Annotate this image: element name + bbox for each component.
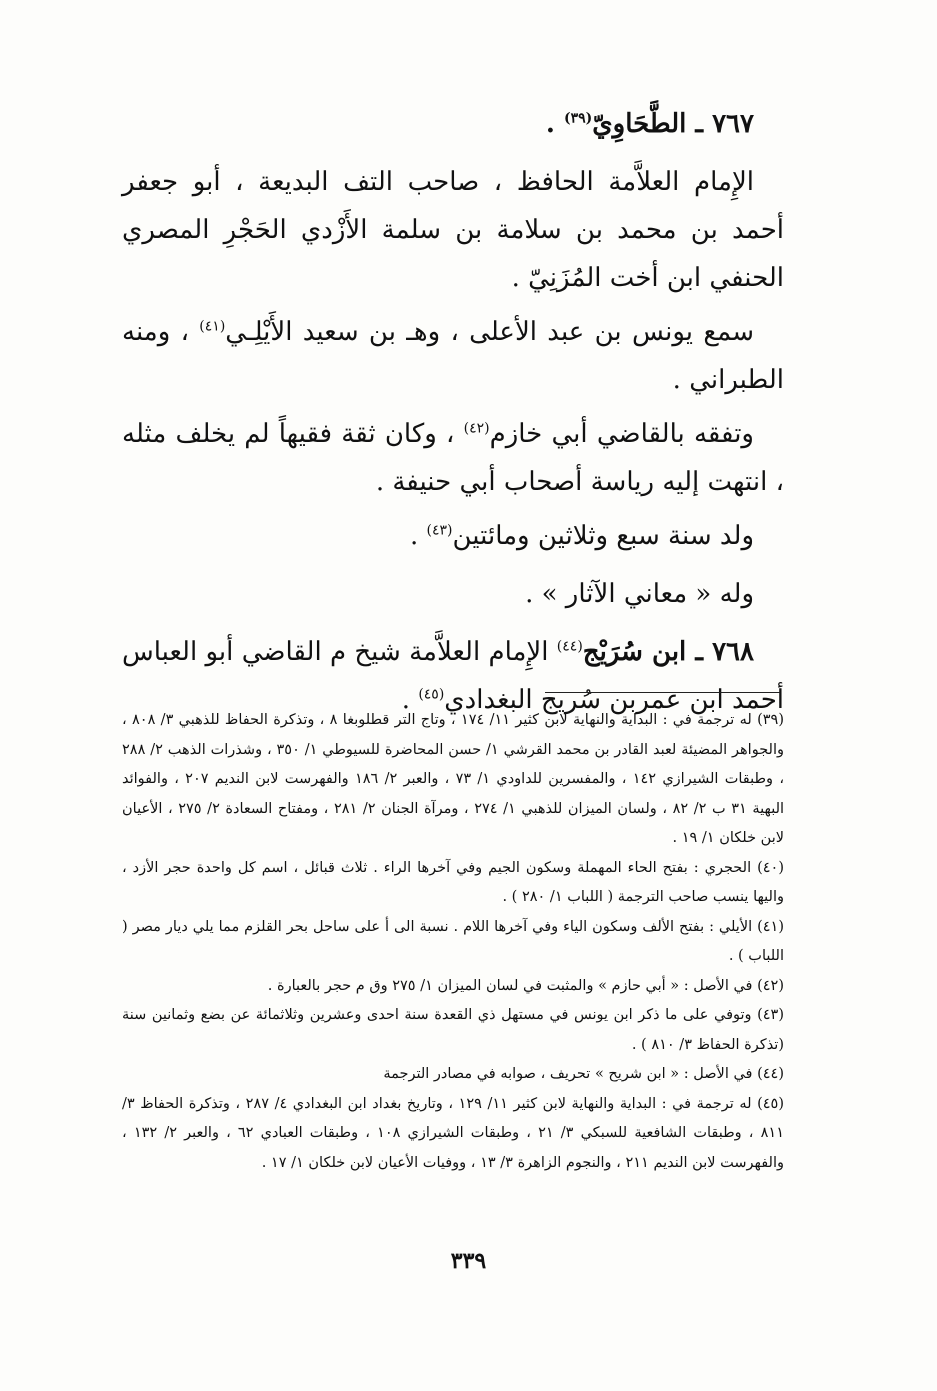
entry-767-para-3-b: ، وكان ثقة فقيهاً لم يخلف مثله ، انتهت إليه رياسة أصحاب أبي حنيفة . [122,419,784,497]
entry-767-para-1: الإِمام العلاَّمة الحافظ ، صاحب التف البديعة ، أبو جعفر أحمد بن محمد بن سلامة بن سلمة الأَزْدي الحَجْرِ المصري الحنفي ابن أخت المُزَنِيّ . [122,167,784,293]
entry-767-para-4 [122,512,784,560]
footnote-45: (٤٥) له ترجمة في : البداية والنهاية لابن كثير ١١/ ١٢٩ ، وتاريخ بغداد ابن البغدادي ٤/ ٢٨٧ ، وتذكرة الحفاظ ٣/ ٨١١ ، وطبقات الشافعية للسبكي ٣/ ٢١ ، وطبقات الشيرازي ١٠٨ ، وطبقات العبادي ٦٢ ، والعبر ٢/ ١٣٢ ، والفهرست لابن النديم ٢١١ ، والنجوم الزاهرة ٣/ ١٣ ، ووفيات الأعيان لابن خلكان ١/ ١٧ . [122,1095,784,1171]
entry-767-para-4-a: ولد سنة سبع وثلاثين ومائتين [452,521,754,551]
entry-767-heading-end: . [545,109,564,139]
entry-767-heading [122,100,754,148]
footnote-42: (٤٢) في الأصل : « أبي حازم » والمثبت في لسان الميزان ١/ ٢٧٥ وق م حجر بالعبارة . [267,977,784,994]
footnotes [122,706,784,1178]
footnote-ref-44[interactable]: (٤٤) [556,638,583,655]
footnote-39: (٣٩) له ترجمة في : البداية والنهاية لابن كثير ١١/ ١٧٤ ، وتاج التر قطلوبغا ٨ ، وتذكرة الحفاظ للذهبي ٣/ ٨٠٨ ، والجواهر المضيئة لعبد القادر بن محمد القرشي ١/ حسن المحاضرة للسيوطي ١/ ٣٥٠ ، وشذرات الذهب ٢/ ٢٨٨ ، وطبقات الشيرازي ١٤٢ ، والمفسرين للداودي ١/ ٧٣ ، والعبر ٢/ ١٨٦ والفهرست لابن النديم ٢٠٧ ، والفوائد البهية ٣١ ب ٢/ ٨٢ ، ولسان الميزان للذهبي ١/ ٢٧٤ ، ومرآة الجنان ٢/ ٢٨١ ، ومفتاح السعادة ٢/ ٢٧٥ ، الأعيان لابن خلكان ١/ ١٩ . [122,712,785,846]
page-number: ٣٣٩ [450,1248,487,1274]
entry-767-para-2-b: ، ومنه الطبراني . [122,317,784,395]
entry-768-text-b: . [401,685,419,715]
entry-767-para-2 [122,308,784,404]
footnote-separator [545,692,780,693]
entry-768-title: ٧٦٨ ـ ابن سُرَيْج [582,637,754,667]
entry-767-para-5: وله « معاني الآثار » . [525,579,754,609]
footnote-44: (٤٤) في الأصل : « ابن شريح » تحريف ، صوابه في مصادر الترجمة [383,1066,784,1082]
entry-767-para-2-a: سمع يونس بن عبد الأعلى ، وهـ بن سعيد الأَيْلِـي [225,317,754,347]
footnote-43: (٤٣) وتوفي على ما ذكر ابن يونس في مستهل ذي القعدة سنة احدى وعشرين وثلاثمائة عن بضع وثمانين سنة (تذكرة الحفاظ ٣/ ٨١٠ ) . [122,1007,784,1053]
entry-767-para-4-b: . [409,521,427,551]
footnote-ref-45[interactable]: (٤٥) [418,686,445,703]
footnote-ref-39[interactable]: (٣٩) [563,110,593,127]
entry-767-para-3 [122,410,784,506]
footnote-ref-41[interactable]: (٤١) [199,318,226,335]
main-text [122,100,784,730]
entry-768-text-a: الإِمام العلاَّمة شيخ م القاضي أبو العباس أحمد ابن عمربن سُريج البغدادي [122,637,784,715]
footnote-41: (٤١) الأيلي : بفتح الألف وسكون الياء وفي آخرها اللام . نسبة الى أ على ساحل بحر القلزم مما يلي ديار مصر ( اللباب ) . [122,918,784,964]
entry-767-para-3-a: وتفقه بالقاضي أبي خازم [489,419,754,449]
footnote-40: (٤٠) الحجري : بفتح الحاء المهملة وسكون الجيم وفي آخرها الراء . ثلاث قبائل ، اسم كل واحدة حجر الأزد ، واليها ينسب صاحب الترجمة ( اللباب ١/ ٢٨٠ ) . [122,859,784,905]
footnote-ref-43[interactable]: (٤٣) [426,522,453,539]
footnote-ref-42[interactable]: (٤٢) [463,420,490,437]
entry-767-title: ٧٦٧ ـ الطَّحَاوِيّ [592,109,754,139]
